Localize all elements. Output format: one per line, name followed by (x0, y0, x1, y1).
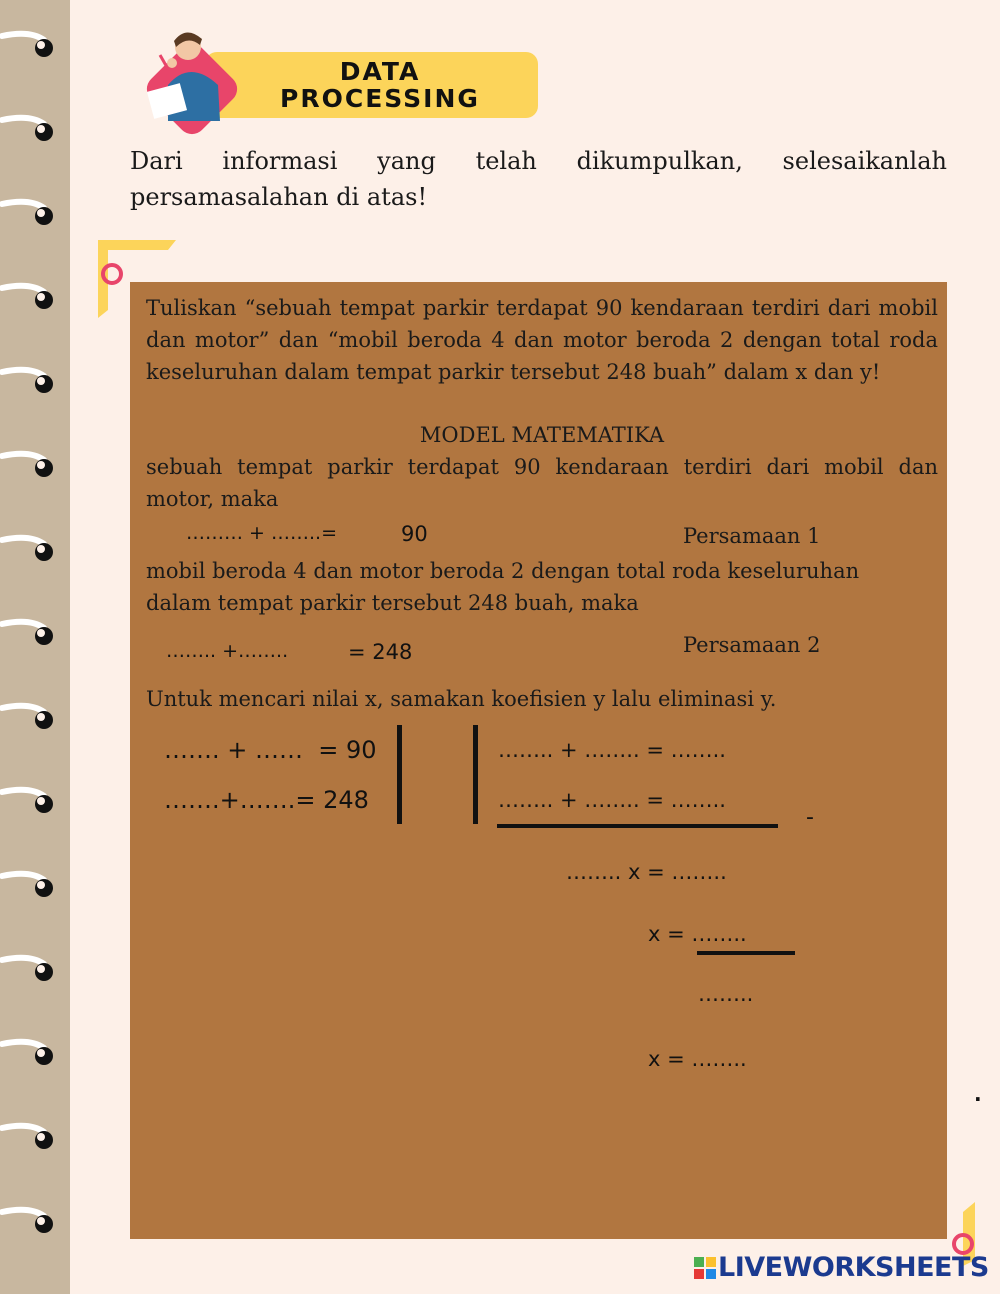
elimination-row-1[interactable]: …….. + …….. = …….. (498, 738, 726, 762)
statement-2-line2: dalam tempat parkir tersebut 248 buah, maka (146, 591, 639, 615)
system-row-1[interactable]: ……. + …… = 90 (164, 736, 377, 764)
subtraction-line (497, 824, 778, 828)
equation-2-label: Persamaan 2 (683, 633, 821, 657)
system-row-2[interactable]: …….+…….= 248 (164, 786, 369, 814)
divider-bar (473, 725, 478, 824)
spiral-rings (0, 0, 70, 1294)
statement-2-line1: mobil beroda 4 dan motor beroda 2 dengan total roda keseluruhan (146, 559, 860, 583)
equation-2-value: = 248 (348, 640, 413, 664)
fraction-bar (697, 951, 795, 955)
model-heading: MODEL MATEMATIKA (419, 423, 665, 447)
liveworksheets-logo: LIVEWORKSHEETS (718, 1252, 989, 1283)
equation-1-label: Persamaan 1 (683, 524, 821, 548)
intro-paragraph (130, 143, 947, 215)
fraction-denominator[interactable]: …….. (698, 982, 754, 1006)
elimination-instruction: Untuk mencari nilai x, samakan koefisien y lalu eliminasi y. (146, 687, 777, 711)
section-title (250, 58, 510, 112)
equation-1-blanks[interactable]: ……… + ……..= (186, 522, 337, 544)
liveworksheets-logo-icon (694, 1257, 716, 1279)
minus-sign: - (806, 805, 814, 830)
statement-1: sebuah tempat parkir terdapat 90 kendaraan terdiri dari mobil dan motor, maka (146, 455, 938, 511)
divider-bar (397, 725, 402, 824)
result-row-1[interactable]: …….. x = …….. (566, 860, 727, 884)
result-row-3[interactable]: x = …….. (648, 1047, 747, 1071)
equation-1-value: 90 (401, 522, 428, 546)
intro-line2: persamasalahan di atas! (130, 183, 428, 211)
elimination-row-2[interactable]: …….. + …….. = …….. (498, 788, 726, 812)
student-thinking-icon (138, 25, 248, 135)
section-title-line1: DATA (339, 57, 421, 86)
result-row-2[interactable]: x = …….. (648, 922, 747, 946)
equation-2-blanks[interactable]: …….. +…….. (166, 640, 289, 662)
section-title-line2: PROCESSING (280, 84, 480, 113)
instruction-text: Tuliskan “sebuah tempat parkir terdapat 90 kendaraan terdiri dari mobil dan motor” dan “mobil beroda 4 dan motor beroda 2 dengan total roda keseluruhan dalam tempat parkir tersebut 248 buah” dalam x dan y! (146, 296, 938, 384)
intro-line1: Dari informasi yang telah dikumpulkan, selesaikanlah (130, 147, 947, 175)
stray-dot: . (974, 1082, 982, 1106)
